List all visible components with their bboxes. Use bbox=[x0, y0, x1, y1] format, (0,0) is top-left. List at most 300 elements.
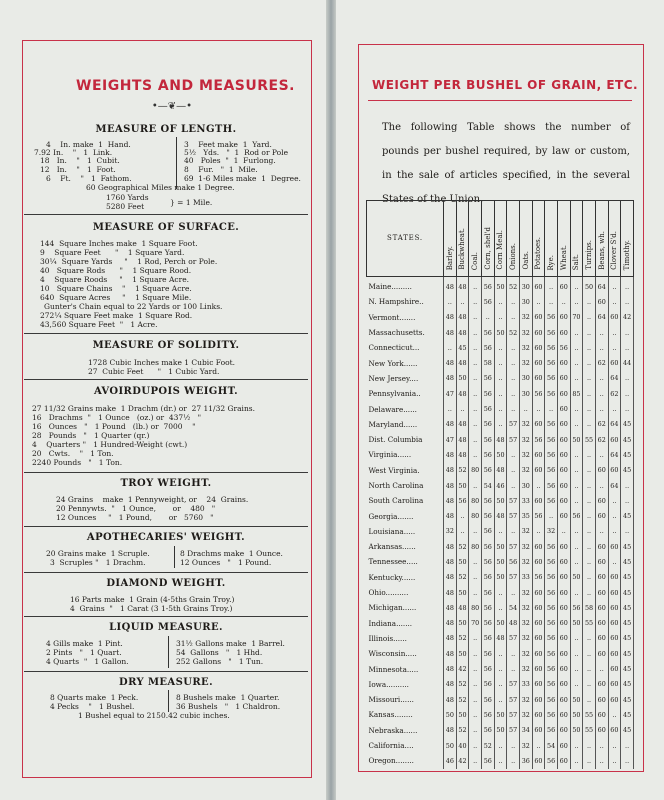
troy-line: 20 Pennywts. " 1 Ounce, or 480 " bbox=[56, 504, 216, 513]
weight-cell: .. bbox=[621, 340, 634, 355]
weight-cell: .. bbox=[608, 524, 621, 539]
surface-line: 40 Square Rods " 1 Square Rood. bbox=[40, 266, 192, 275]
weight-cell: 60 bbox=[557, 277, 570, 295]
column-header bbox=[481, 200, 494, 277]
section-rule bbox=[24, 616, 308, 617]
weight-cell: 60 bbox=[595, 539, 608, 554]
weight-cell: 52 bbox=[507, 325, 520, 340]
weight-cell: 56 bbox=[481, 294, 494, 309]
weight-cell: 45 bbox=[621, 417, 634, 432]
weight-cell: 32 bbox=[519, 463, 532, 478]
weight-cell: .. bbox=[532, 294, 545, 309]
weight-cell: 32 bbox=[519, 325, 532, 340]
state-name: Maryland...... bbox=[367, 417, 444, 432]
weight-cell: 45 bbox=[456, 340, 469, 355]
length-line: 18 In. " 1 Cubit. bbox=[40, 156, 120, 165]
column-header bbox=[545, 200, 558, 277]
weight-cell: .. bbox=[494, 661, 507, 676]
weight-cell: .. bbox=[570, 524, 583, 539]
weight-cell: .. bbox=[507, 753, 520, 768]
weight-cell: .. bbox=[469, 753, 482, 768]
weight-cell: 56 bbox=[481, 447, 494, 462]
weight-cell: .. bbox=[608, 401, 621, 416]
weight-cell: .. bbox=[608, 294, 621, 309]
weight-cell: 45 bbox=[621, 539, 634, 554]
dry-line: 4 Pecks " 1 Bushel. bbox=[50, 702, 135, 711]
weight-cell: .. bbox=[469, 707, 482, 722]
weight-cell: .. bbox=[570, 478, 583, 493]
weight-cell: 60 bbox=[532, 325, 545, 340]
weight-cell: 50 bbox=[494, 493, 507, 508]
weight-cell: 60 bbox=[557, 478, 570, 493]
dry-line: 8 Quarts make 1 Peck. bbox=[50, 693, 139, 702]
weight-cell: 60 bbox=[595, 463, 608, 478]
section-rule bbox=[24, 472, 308, 473]
weight-cell: .. bbox=[469, 417, 482, 432]
column-header bbox=[532, 200, 545, 277]
weight-cell: 80 bbox=[469, 463, 482, 478]
weight-cell: 48 bbox=[444, 554, 457, 569]
state-name: Oregon........ bbox=[367, 753, 444, 768]
solidity-line: 27 Cubic Feet " 1 Cubic Yard. bbox=[88, 367, 220, 376]
weight-cell: 50 bbox=[570, 692, 583, 707]
weight-cell: .. bbox=[621, 493, 634, 508]
weight-cell: .. bbox=[456, 524, 469, 539]
weight-cell: 57 bbox=[507, 677, 520, 692]
weight-cell: 36 bbox=[519, 753, 532, 768]
table-row bbox=[367, 310, 634, 325]
weight-cell: 56 bbox=[481, 554, 494, 569]
weight-cell: 60 bbox=[557, 753, 570, 768]
weight-cell: 45 bbox=[621, 707, 634, 722]
length-line: 5280 Feet bbox=[106, 202, 145, 211]
weight-cell: 32 bbox=[519, 585, 532, 600]
weight-cell: 32 bbox=[519, 432, 532, 447]
weight-cell: 45 bbox=[621, 723, 634, 738]
column-header-label: Onions. bbox=[509, 242, 518, 270]
weight-cell: 32 bbox=[519, 707, 532, 722]
weight-cell: 60 bbox=[532, 616, 545, 631]
weight-cell: 70 bbox=[469, 616, 482, 631]
weight-cell: 56 bbox=[481, 753, 494, 768]
solidity-line: 1728 Cubic Inches make 1 Cubic Foot. bbox=[88, 358, 236, 367]
weight-cell: .. bbox=[621, 738, 634, 753]
weight-cell: 60 bbox=[557, 447, 570, 462]
section-rule bbox=[24, 671, 308, 672]
weight-cell: .. bbox=[608, 277, 621, 295]
weight-cell: .. bbox=[507, 401, 520, 416]
weight-cell: .. bbox=[494, 646, 507, 661]
weight-cell: .. bbox=[507, 478, 520, 493]
weight-cell: 56 bbox=[545, 539, 558, 554]
weight-cell: 48 bbox=[444, 493, 457, 508]
weight-cell: .. bbox=[507, 463, 520, 478]
ornament-divider: •—❦—• bbox=[151, 101, 193, 112]
weight-cell: 60 bbox=[557, 371, 570, 386]
state-name: South Carolina bbox=[367, 493, 444, 508]
weight-cell: .. bbox=[583, 493, 596, 508]
table-row bbox=[367, 463, 634, 478]
weight-cell: .. bbox=[469, 386, 482, 401]
weight-cell: 58 bbox=[481, 355, 494, 370]
weight-cell: 60 bbox=[557, 417, 570, 432]
weight-cell: .. bbox=[583, 753, 596, 768]
weight-cell: 50 bbox=[570, 723, 583, 738]
weight-cell: 47 bbox=[444, 432, 457, 447]
weight-cell: 32 bbox=[444, 524, 457, 539]
weight-cell: 60 bbox=[557, 570, 570, 585]
weight-cell: 48 bbox=[444, 539, 457, 554]
weight-cell: 56 bbox=[481, 692, 494, 707]
weight-cell: 45 bbox=[621, 463, 634, 478]
state-name: Pennsylvania.. bbox=[367, 386, 444, 401]
weight-cell: 48 bbox=[456, 310, 469, 325]
weight-cell: 32 bbox=[519, 661, 532, 676]
weight-cell: .. bbox=[494, 401, 507, 416]
weight-cell: 52 bbox=[456, 539, 469, 554]
weight-cell: 60 bbox=[557, 631, 570, 646]
weight-cell: .. bbox=[532, 478, 545, 493]
weight-cell: 56 bbox=[481, 631, 494, 646]
column-divider bbox=[168, 690, 169, 712]
surface-line: 4 Square Roods " 1 Square Acre. bbox=[40, 275, 190, 284]
weight-cell: 48 bbox=[444, 371, 457, 386]
weight-cell: 33 bbox=[519, 677, 532, 692]
weight-cell: 60 bbox=[532, 753, 545, 768]
weight-cell: 32 bbox=[519, 417, 532, 432]
weight-cell: 48 bbox=[444, 277, 457, 295]
weight-cell: .. bbox=[456, 294, 469, 309]
weight-cell: .. bbox=[583, 554, 596, 569]
weight-cell: .. bbox=[469, 355, 482, 370]
weight-cell: 47 bbox=[444, 386, 457, 401]
weight-cell: 48 bbox=[456, 432, 469, 447]
weight-cell: .. bbox=[494, 753, 507, 768]
weight-cell: 45 bbox=[621, 600, 634, 615]
apothecaries-line: 3 Scruples " 1 Drachm. bbox=[50, 558, 146, 567]
weight-cell: 80 bbox=[469, 508, 482, 523]
liquid-line: 4 Quarts " 1 Gallon. bbox=[46, 657, 129, 666]
column-header bbox=[608, 200, 621, 277]
section-rule bbox=[24, 214, 308, 215]
weight-cell: 30 bbox=[519, 371, 532, 386]
weight-cell: .. bbox=[469, 371, 482, 386]
weight-cell: 60 bbox=[608, 661, 621, 676]
weight-cell: 45 bbox=[621, 570, 634, 585]
weight-cell: 48 bbox=[444, 508, 457, 523]
left-page-title: WEIGHTS AND MEASURES. bbox=[76, 78, 296, 94]
weight-cell: .. bbox=[595, 371, 608, 386]
weight-cell: 60 bbox=[608, 539, 621, 554]
table-row bbox=[367, 508, 634, 523]
weight-cell: .. bbox=[608, 554, 621, 569]
weight-cell: 50 bbox=[444, 738, 457, 753]
weight-cell: 45 bbox=[621, 677, 634, 692]
weight-cell: 52 bbox=[481, 738, 494, 753]
weight-cell: 48 bbox=[494, 631, 507, 646]
weight-cell: 54 bbox=[481, 478, 494, 493]
weight-cell: .. bbox=[570, 401, 583, 416]
weight-cell: .. bbox=[481, 310, 494, 325]
state-name: Arkansas...... bbox=[367, 539, 444, 554]
weight-cell: 62 bbox=[595, 355, 608, 370]
weight-cell: 48 bbox=[444, 677, 457, 692]
weight-cell: 60 bbox=[557, 386, 570, 401]
state-name: California.... bbox=[367, 738, 444, 753]
weight-cell: 48 bbox=[444, 631, 457, 646]
state-name: New York...... bbox=[367, 355, 444, 370]
weight-cell: 56 bbox=[481, 463, 494, 478]
weight-cell: 52 bbox=[456, 570, 469, 585]
weight-cell: 60 bbox=[557, 539, 570, 554]
avoirdupois-line: 4 Quarters " 1 Hundred-Weight (cwt.) bbox=[32, 440, 188, 449]
table-row bbox=[367, 554, 634, 569]
weight-cell: .. bbox=[469, 646, 482, 661]
table-row bbox=[367, 692, 634, 707]
weight-cell: .. bbox=[494, 294, 507, 309]
weight-cell: 60 bbox=[608, 646, 621, 661]
weight-cell: .. bbox=[545, 508, 558, 523]
weight-cell: 85 bbox=[570, 386, 583, 401]
weight-cell: 30 bbox=[519, 294, 532, 309]
weight-cell: .. bbox=[469, 677, 482, 692]
weight-cell: 56 bbox=[545, 386, 558, 401]
weight-cell: 56 bbox=[481, 493, 494, 508]
weight-cell: .. bbox=[469, 294, 482, 309]
weight-cell: 48 bbox=[444, 355, 457, 370]
dry-line: 1 Bushel equal to 2150.42 cubic inches. bbox=[78, 711, 230, 720]
weight-cell: 48 bbox=[494, 508, 507, 523]
weight-cell: 56 bbox=[532, 432, 545, 447]
weight-cell: 34 bbox=[519, 723, 532, 738]
weight-cell: 57 bbox=[507, 539, 520, 554]
weight-cell: 56 bbox=[481, 371, 494, 386]
weight-cell: .. bbox=[608, 325, 621, 340]
weight-cell: 60 bbox=[557, 707, 570, 722]
weight-cell: 56 bbox=[481, 401, 494, 416]
weight-cell: 62 bbox=[595, 432, 608, 447]
column-header bbox=[456, 200, 469, 277]
weight-cell: .. bbox=[507, 340, 520, 355]
apothecaries-line: 8 Drachms make 1 Ounce. bbox=[180, 549, 283, 558]
weight-cell: .. bbox=[570, 753, 583, 768]
column-header-label: Potatoes. bbox=[534, 237, 543, 270]
weight-cell: .. bbox=[494, 417, 507, 432]
column-header-label: Coal. bbox=[471, 251, 480, 270]
column-header-label: Rye. bbox=[547, 254, 556, 270]
weight-cell: 56 bbox=[545, 753, 558, 768]
weight-cell: 56 bbox=[545, 478, 558, 493]
weight-cell: 56 bbox=[545, 707, 558, 722]
state-name: Connecticut... bbox=[367, 340, 444, 355]
weight-cell: 60 bbox=[595, 508, 608, 523]
section-heading-solidity: MEASURE OF SOLIDITY. bbox=[92, 340, 240, 351]
weight-cell: 60 bbox=[557, 401, 570, 416]
weight-cell: .. bbox=[608, 340, 621, 355]
surface-line: 640 Square Acres " 1 Square Mile. bbox=[40, 293, 192, 302]
weight-cell: 50 bbox=[494, 325, 507, 340]
table-row bbox=[367, 432, 634, 447]
weight-cell: 60 bbox=[557, 310, 570, 325]
weight-cell: 32 bbox=[519, 310, 532, 325]
weight-cell: .. bbox=[570, 585, 583, 600]
weight-cell: 56 bbox=[557, 340, 570, 355]
weight-cell: 60 bbox=[532, 707, 545, 722]
state-name: Kansas........ bbox=[367, 707, 444, 722]
weight-cell: .. bbox=[583, 570, 596, 585]
section-heading-liquid: LIQUID MEASURE. bbox=[109, 622, 223, 633]
weight-cell: .. bbox=[507, 585, 520, 600]
weight-cell: .. bbox=[621, 277, 634, 295]
weight-cell: 50 bbox=[456, 478, 469, 493]
weight-cell: 56 bbox=[545, 310, 558, 325]
table-row bbox=[367, 493, 634, 508]
weight-cell: .. bbox=[595, 738, 608, 753]
weight-cell: 64 bbox=[608, 478, 621, 493]
weight-cell: 50 bbox=[494, 707, 507, 722]
weight-cell: .. bbox=[583, 401, 596, 416]
weight-cell: 52 bbox=[456, 677, 469, 692]
weight-cell: .. bbox=[507, 738, 520, 753]
weight-cell: 52 bbox=[456, 631, 469, 646]
dry-line: 36 Bushels " 1 Chaldron. bbox=[176, 702, 281, 711]
weight-cell: .. bbox=[608, 707, 621, 722]
weight-cell: 32 bbox=[519, 692, 532, 707]
state-name: Massachusetts. bbox=[367, 325, 444, 340]
weight-cell: 60 bbox=[595, 723, 608, 738]
weight-cell: 40 bbox=[456, 738, 469, 753]
column-header bbox=[557, 200, 570, 277]
weight-cell: .. bbox=[583, 386, 596, 401]
weight-cell: 52 bbox=[456, 723, 469, 738]
weight-cell: 60 bbox=[608, 723, 621, 738]
weight-cell: 56 bbox=[532, 508, 545, 523]
weight-cell: .. bbox=[583, 371, 596, 386]
avoirdupois-line: 16 Ounces " 1 Pound (lb.) or 7000 " bbox=[32, 422, 196, 431]
section-heading-avoirdupois: AVOIRDUPOIS WEIGHT. bbox=[93, 386, 239, 397]
liquid-line: 31½ Gallons make 1 Barrel. bbox=[176, 639, 285, 648]
troy-line: 24 Grains make 1 Pennyweight, or 24 Grains. bbox=[56, 495, 249, 504]
section-rule bbox=[24, 379, 308, 380]
weight-cell: 60 bbox=[532, 723, 545, 738]
weight-cell: .. bbox=[494, 677, 507, 692]
length-line: 60 Geographical Miles make 1 Degree. bbox=[86, 183, 235, 192]
weight-cell: .. bbox=[570, 371, 583, 386]
weight-cell: .. bbox=[570, 277, 583, 295]
weight-cell: 45 bbox=[621, 631, 634, 646]
weight-cell: 45 bbox=[621, 432, 634, 447]
table-row bbox=[367, 294, 634, 309]
table-row bbox=[367, 447, 634, 462]
weight-cell: .. bbox=[570, 631, 583, 646]
weight-cell: .. bbox=[595, 447, 608, 462]
table-row bbox=[367, 723, 634, 738]
weight-cell: 48 bbox=[507, 616, 520, 631]
table-row bbox=[367, 417, 634, 432]
weight-cell: 57 bbox=[507, 432, 520, 447]
weight-cell: 48 bbox=[444, 478, 457, 493]
weight-cell: 48 bbox=[456, 355, 469, 370]
table-row bbox=[367, 707, 634, 722]
weight-cell: 57 bbox=[507, 493, 520, 508]
weight-cell: 57 bbox=[507, 417, 520, 432]
weight-cell: 48 bbox=[444, 417, 457, 432]
state-name: Ohio.......... bbox=[367, 585, 444, 600]
weight-cell: 56 bbox=[481, 723, 494, 738]
weight-cell: 56 bbox=[545, 585, 558, 600]
weight-cell: .. bbox=[469, 723, 482, 738]
section-heading-apothecaries: APOTHECARIES' WEIGHT. bbox=[86, 532, 246, 543]
weight-cell: .. bbox=[545, 294, 558, 309]
weight-cell: 50 bbox=[456, 707, 469, 722]
weight-cell: 60 bbox=[595, 677, 608, 692]
weight-cell: 56 bbox=[481, 585, 494, 600]
weight-cell: 50 bbox=[494, 277, 507, 295]
avoirdupois-line: 20 Cwts. " 1 Ton. bbox=[32, 449, 114, 458]
weight-cell: .. bbox=[570, 493, 583, 508]
table-row bbox=[367, 386, 634, 401]
table-row bbox=[367, 355, 634, 370]
weight-cell: 48 bbox=[444, 463, 457, 478]
weight-cell: 57 bbox=[507, 631, 520, 646]
weight-cell: 45 bbox=[621, 661, 634, 676]
weight-cell: 56 bbox=[545, 600, 558, 615]
table-row bbox=[367, 371, 634, 386]
weight-cell: .. bbox=[570, 355, 583, 370]
state-name: Virginia...... bbox=[367, 447, 444, 462]
column-header-label: Beans, wh. bbox=[597, 231, 606, 270]
weight-cell: 48 bbox=[494, 463, 507, 478]
weight-cell: 50 bbox=[570, 432, 583, 447]
weight-cell: 60 bbox=[595, 570, 608, 585]
liquid-line: 252 Gallons " 1 Tun. bbox=[176, 657, 264, 666]
state-name: Georgia....... bbox=[367, 508, 444, 523]
weight-cell: 55 bbox=[583, 723, 596, 738]
weight-cell: .. bbox=[595, 325, 608, 340]
surface-line: 43,560 Square Feet " 1 Acre. bbox=[40, 320, 158, 329]
weight-cell: 48 bbox=[444, 692, 457, 707]
weight-cell: 56 bbox=[481, 539, 494, 554]
weight-cell: .. bbox=[494, 371, 507, 386]
weight-cell: 56 bbox=[507, 554, 520, 569]
table-row bbox=[367, 524, 634, 539]
surface-line: 10 Square Chains " 1 Square Acre. bbox=[40, 284, 192, 293]
weight-cell: 30 bbox=[519, 386, 532, 401]
apothecaries-line: 20 Grains make 1 Scruple. bbox=[46, 549, 150, 558]
weight-cell: 60 bbox=[595, 554, 608, 569]
weight-cell: 60 bbox=[532, 340, 545, 355]
surface-line: Gunter's Chain equal to 22 Yards or 100 Links. bbox=[44, 302, 223, 311]
weight-cell: 56 bbox=[545, 371, 558, 386]
section-heading-length: MEASURE OF LENGTH. bbox=[95, 124, 237, 135]
weight-cell: 60 bbox=[557, 616, 570, 631]
weight-cell: 60 bbox=[557, 738, 570, 753]
weight-cell: .. bbox=[570, 554, 583, 569]
weight-cell: 56 bbox=[481, 616, 494, 631]
weight-cell: 54 bbox=[507, 600, 520, 615]
weight-cell: 60 bbox=[532, 371, 545, 386]
table-row bbox=[367, 753, 634, 768]
weight-cell: 48 bbox=[444, 616, 457, 631]
table-row bbox=[367, 340, 634, 355]
state-name: Iowa.......... bbox=[367, 677, 444, 692]
weight-cell: 56 bbox=[545, 463, 558, 478]
weight-cell: 60 bbox=[532, 463, 545, 478]
weight-cell: .. bbox=[595, 478, 608, 493]
table-row bbox=[367, 631, 634, 646]
weight-cell: 60 bbox=[557, 432, 570, 447]
weight-cell: 56 bbox=[545, 661, 558, 676]
